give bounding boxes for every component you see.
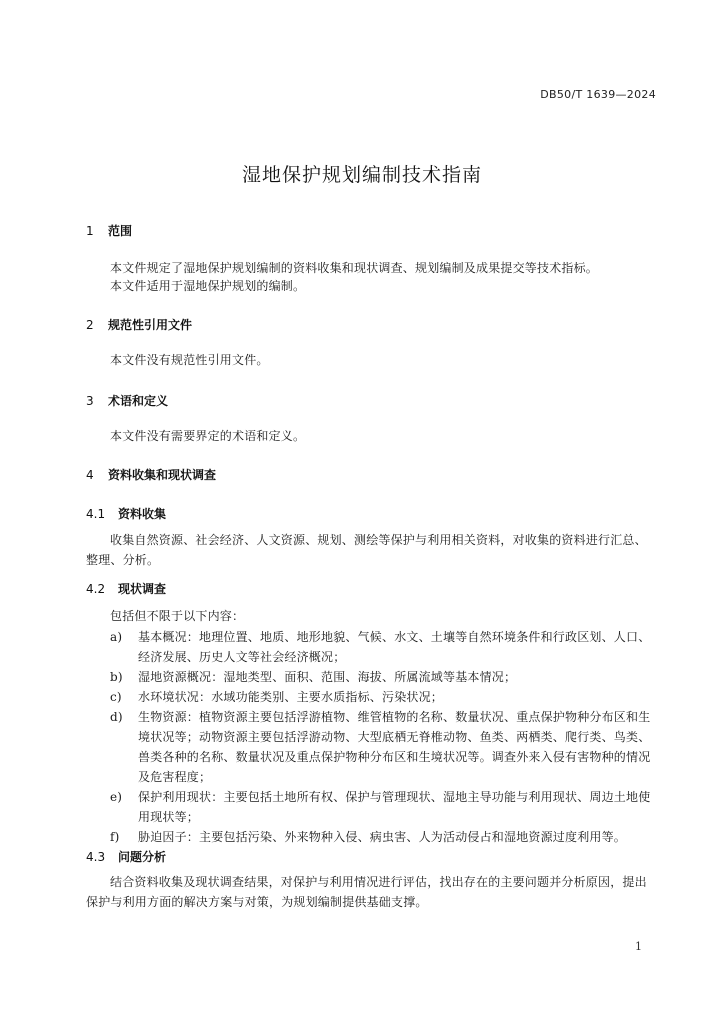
list-item	[86, 827, 656, 847]
section-number: 3	[86, 394, 94, 408]
document-code: DB50/T 1639—2024	[540, 88, 656, 101]
list-item-text: 基本概况：地理位置、地质、地形地貌、气候、水文、土壤等自然环境条件和行政区划、人口、经济发展、历史人文等社会经济概况；	[138, 630, 651, 664]
section-title: 资料收集和现状调查	[108, 468, 217, 482]
section-number: 1	[86, 224, 94, 238]
section-heading-2	[86, 316, 192, 333]
paragraph: 本文件没有规范性引用文件。	[110, 353, 269, 367]
page-number: 1	[635, 940, 642, 953]
subsection-heading-4-2	[86, 580, 166, 597]
survey-content-list	[86, 627, 656, 847]
list-marker: d)	[110, 710, 123, 724]
subsection-number: 4.3	[86, 850, 106, 864]
list-marker: e)	[110, 790, 123, 804]
list-item	[86, 687, 656, 707]
section-title: 术语和定义	[108, 394, 169, 408]
paragraph: 本文件没有需要界定的术语和定义。	[110, 429, 306, 443]
section-title: 范围	[108, 224, 133, 238]
subsection-heading-4-1	[86, 505, 166, 522]
list-item-text: 水环境状况：水域功能类别、主要水质指标、污染状况；	[138, 690, 444, 704]
paragraph: 本文件规定了湿地保护规划编制的资料收集和现状调查、规划编制及成果提交等技术指标。	[110, 261, 599, 275]
document-title: 湿地保护规划编制技术指南	[241, 164, 482, 186]
paragraph: 收集自然资源、社会经济、人文资源、规划、测绘等保护与利用相关资料，对收集的资料进行汇总、整理、分析。	[86, 533, 647, 567]
list-marker: f)	[110, 830, 120, 844]
list-marker: c)	[110, 690, 122, 704]
paragraph: 结合资料收集及现状调查结果，对保护与利用情况进行评估，找出存在的主要问题并分析原因，提出保护与利用方面的解决方案与对策，为规划编制提供基础支撑。	[86, 875, 647, 909]
section-number: 2	[86, 318, 94, 332]
list-marker: a)	[110, 630, 123, 644]
list-item	[86, 707, 656, 787]
section-heading-4	[86, 466, 216, 483]
subsection-number: 4.1	[86, 507, 106, 521]
list-item-text: 保护利用现状：主要包括土地所有权、保护与管理现状、湿地主导功能与利用现状、周边土地使用现状等；	[138, 790, 651, 824]
section-heading-3	[86, 392, 168, 409]
subsection-number: 4.2	[86, 582, 106, 596]
paragraph: 本文件适用于湿地保护规划的编制。	[110, 279, 306, 293]
section-title: 规范性引用文件	[108, 318, 193, 332]
subsection-title: 资料收集	[118, 507, 167, 521]
list-item-text: 生物资源：植物资源主要包括浮游植物、维管植物的名称、数量状况、重点保护物种分布区和生境状况等；动物资源主要包括浮游动物、大型底栖无脊椎动物、鱼类、两栖类、爬行类、鸟类、兽类各种的名称、数量状况及重点保护物种分布区和生境状况等。调查外来入侵有害物种的情况及危害程度；	[138, 710, 651, 784]
list-item	[86, 667, 656, 687]
list-item	[86, 787, 656, 827]
section-number: 4	[86, 468, 94, 482]
subsection-heading-4-3	[86, 848, 166, 865]
subsection-title: 问题分析	[118, 850, 167, 864]
section-heading-1	[86, 222, 132, 239]
list-item-text: 湿地资源概况：湿地类型、面积、范围、海拔、所属流域等基本情况；	[138, 670, 517, 684]
subsection-title: 现状调查	[118, 582, 167, 596]
list-marker: b)	[110, 670, 123, 684]
list-item-text: 胁迫因子：主要包括污染、外来物种入侵、病虫害、人为活动侵占和湿地资源过度利用等。	[138, 830, 627, 844]
list-intro: 包括但不限于以下内容：	[110, 609, 245, 623]
list-item	[86, 627, 656, 667]
